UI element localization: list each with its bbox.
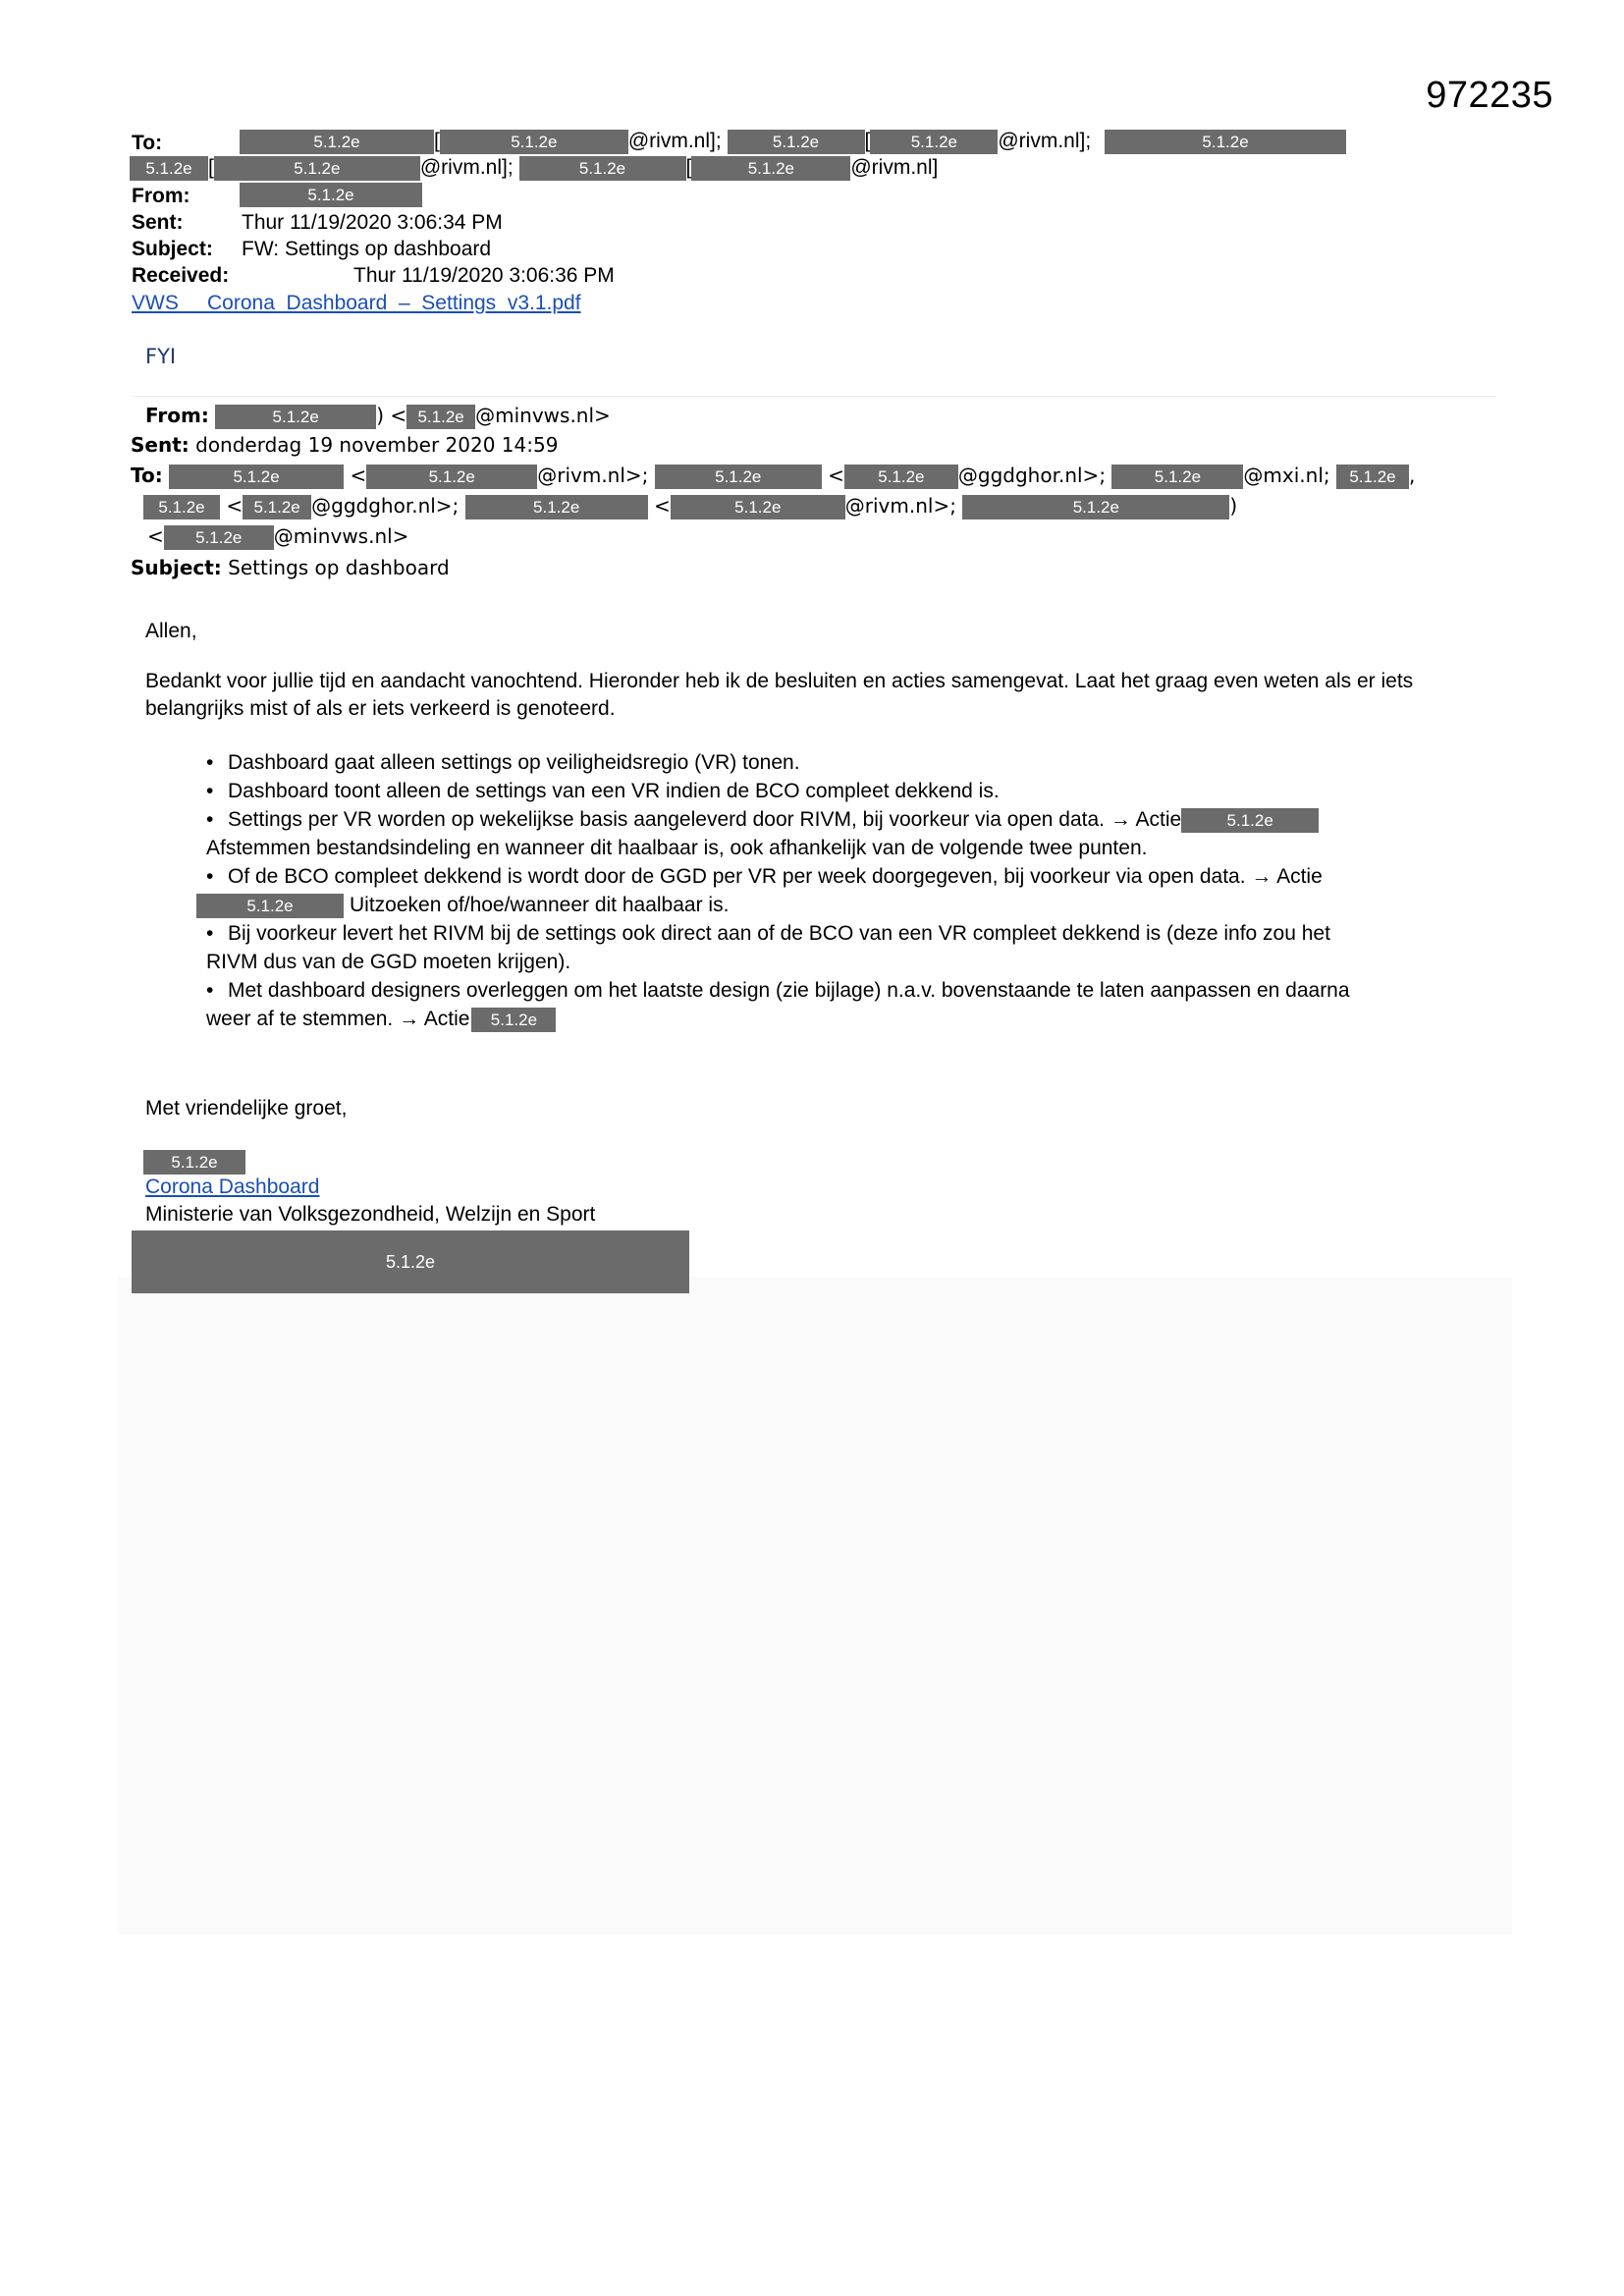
list-item <box>206 862 1522 891</box>
outer-subject-value: FW: Settings op dashboard <box>242 238 492 260</box>
lt: < <box>654 494 671 518</box>
redaction: 5.1.2e <box>143 1150 245 1175</box>
redaction: 5.1.2e <box>471 1008 556 1032</box>
lt: < <box>828 464 844 487</box>
addr-minvws: @minvws.nl> <box>273 524 409 548</box>
signature-link[interactable] <box>145 1175 319 1200</box>
redaction: 5.1.2e <box>169 465 344 489</box>
redaction: 5.1.2e <box>214 156 420 181</box>
inner-from-line <box>145 403 611 429</box>
inner-subject-line <box>131 555 450 580</box>
outer-to-label: To: <box>132 132 163 154</box>
outer-from-value <box>240 182 422 207</box>
inner-to-label: To: <box>131 464 163 487</box>
redaction: 5.1.2e <box>240 130 434 154</box>
bullet-text: Settings per VR worden op wekelijkse basis aangeleverd door RIVM, bij voorkeur via open data. → Actie <box>228 808 1182 831</box>
list-item <box>206 919 1522 948</box>
outer-sent-value: Thur 11/19/2020 3:06:34 PM <box>242 211 503 234</box>
bracket: [ <box>208 156 214 179</box>
fyi-text: FYI <box>145 345 177 368</box>
redaction: 5.1.2e <box>691 156 850 181</box>
redaction: 5.1.2e <box>1181 808 1319 833</box>
redaction: 5.1.2e <box>130 156 208 181</box>
redaction: 5.1.2e <box>1336 465 1409 489</box>
signature-org: Ministerie van Volksgezondheid, Welzijn en Sport <box>145 1203 596 1226</box>
bullet-text: weer af te stemmen. → Actie <box>206 1008 470 1030</box>
inner-sent-line <box>131 432 558 458</box>
outer-received-label: Received: <box>132 264 230 287</box>
bullet-icon: • <box>206 865 214 888</box>
greeting: Allen, <box>145 620 197 642</box>
attachment-link[interactable] <box>132 291 581 316</box>
addr-rivm: @rivm.nl>; <box>844 494 956 518</box>
inner-sent-value: donderdag 19 november 2020 14:59 <box>195 433 559 457</box>
redaction-block: 5.1.2e <box>132 1230 689 1293</box>
redaction: 5.1.2e <box>406 405 475 429</box>
intro-paragraph: Bedankt voor jullie tijd en aandacht vanochtend. Hieronder heb ik de besluiten en acties samengevat. Laat het graag even weten als er iets belangrijks mist of als er iets verkeerd is genoteerd. <box>145 670 1414 720</box>
redaction: 5.1.2e <box>215 405 376 429</box>
signature-link-text[interactable]: Corona Dashboard <box>145 1175 320 1198</box>
inner-subject-value: Settings op dashboard <box>228 556 450 579</box>
outer-received-value: Thur 11/19/2020 3:06:36 PM <box>353 264 615 287</box>
outer-to-line-2 <box>130 155 938 181</box>
inner-from-label: From: <box>145 404 209 427</box>
bullet-text: Uitzoeken of/hoe/wanneer dit haalbaar is. <box>350 894 730 916</box>
bullet-icon: • <box>206 808 214 831</box>
bullet-text: Of de BCO compleet dekkend is wordt door de GGD per VR per week doorgegeven, bij voorkeur via open data. → Actie <box>228 865 1323 888</box>
separator <box>132 396 1496 397</box>
bullet-text: Dashboard gaat alleen settings op veiligheidsregio (VR) tonen. <box>228 751 800 774</box>
to-address-rivm: @rivm.nl]; <box>419 156 514 179</box>
document-number: 972235 <box>1426 75 1553 116</box>
list-item-continued <box>196 891 1522 919</box>
redaction: 5.1.2e <box>143 495 220 519</box>
bullet-text: Met dashboard designers overleggen om het laatste design (zie bijlage) n.a.v. bovenstaande te laten aanpassen en daarna <box>228 979 1350 1002</box>
close-paren: ) <box>1229 494 1238 518</box>
list-item-continued: RIVM dus van de GGD moeten krijgen). <box>206 951 571 973</box>
inner-to-line-1 <box>131 463 1415 489</box>
outer-sent-label: Sent: <box>132 211 184 234</box>
redaction: 5.1.2e <box>671 495 845 519</box>
list-item <box>206 805 1522 834</box>
bullet-icon: • <box>206 922 214 945</box>
bullet-text: Dashboard toont alleen de settings van een VR indien de BCO compleet dekkend is. <box>228 780 1000 802</box>
list-item <box>206 777 1522 805</box>
outer-to-line-1 <box>240 129 1346 154</box>
from-paren: ) < <box>376 404 407 427</box>
redaction: 5.1.2e <box>844 465 958 489</box>
redaction: 5.1.2e <box>728 130 865 154</box>
comma: , <box>1408 464 1416 487</box>
bracket: [ <box>864 130 871 152</box>
attachment-link-text[interactable]: VWS Corona Dashboard – Settings v3.1.pdf <box>132 292 581 314</box>
to-address-rivm: @rivm.nl] <box>850 156 939 179</box>
redaction: 5.1.2e <box>962 495 1229 519</box>
bullet-icon: • <box>206 751 214 774</box>
to-address-rivm: @rivm.nl]; <box>998 130 1092 152</box>
redaction: 5.1.2e <box>164 525 274 550</box>
list-item <box>206 748 1522 777</box>
inner-subject-label: Subject: <box>131 556 222 579</box>
addr-ggdghor: @ggdghor.nl>; <box>957 464 1107 487</box>
list-item-continued: Afstemmen bestandsindeling en wanneer dit haalbaar is, ook afhankelijk van de volgende twee punten. <box>206 837 1148 859</box>
bullet-icon: • <box>206 979 214 1002</box>
addr-rivm: @rivm.nl>; <box>537 464 649 487</box>
list-item <box>206 976 1522 1005</box>
bullet-list <box>206 748 1522 1033</box>
redaction: 5.1.2e <box>243 495 311 519</box>
redaction: 5.1.2e <box>196 894 344 918</box>
lt: < <box>350 464 367 487</box>
closing: Met vriendelijke groet, <box>145 1097 348 1120</box>
redaction: 5.1.2e <box>440 130 628 154</box>
bracket: [ <box>685 156 692 179</box>
list-item-continued <box>206 1005 1522 1033</box>
outer-subject-label: Subject: <box>132 238 213 260</box>
redaction: 5.1.2e <box>870 130 998 154</box>
redaction: 5.1.2e <box>1105 130 1346 154</box>
bullet-icon: • <box>206 780 214 802</box>
outer-from-label: From: <box>132 185 190 207</box>
from-domain: @minvws.nl> <box>475 404 611 427</box>
bracket: [ <box>434 130 440 152</box>
inner-to-line-2 <box>143 493 1237 519</box>
to-address-rivm: @rivm.nl]; <box>627 130 722 152</box>
bullet-text: Bij voorkeur levert het RIVM bij de settings ook direct aan of de BCO van een VR compleet dekkend is (deze info zou het <box>228 922 1330 945</box>
redaction: 5.1.2e <box>519 156 686 181</box>
redaction: 5.1.2e <box>465 495 648 519</box>
redaction: 5.1.2e <box>240 183 422 207</box>
addr-ggdghor: @ggdghor.nl>; <box>311 494 460 518</box>
signature-name <box>143 1149 245 1175</box>
redaction: 5.1.2e <box>655 465 822 489</box>
redaction: 5.1.2e <box>1111 465 1243 489</box>
lt: < <box>226 494 244 518</box>
lt: < <box>147 524 164 548</box>
redaction: 5.1.2e <box>366 465 537 489</box>
addr-mxi: @mxi.nl; <box>1243 464 1330 487</box>
inner-to-line-3 <box>147 523 408 550</box>
inner-sent-label: Sent: <box>131 433 189 457</box>
page-background-shade <box>118 1277 1512 1935</box>
